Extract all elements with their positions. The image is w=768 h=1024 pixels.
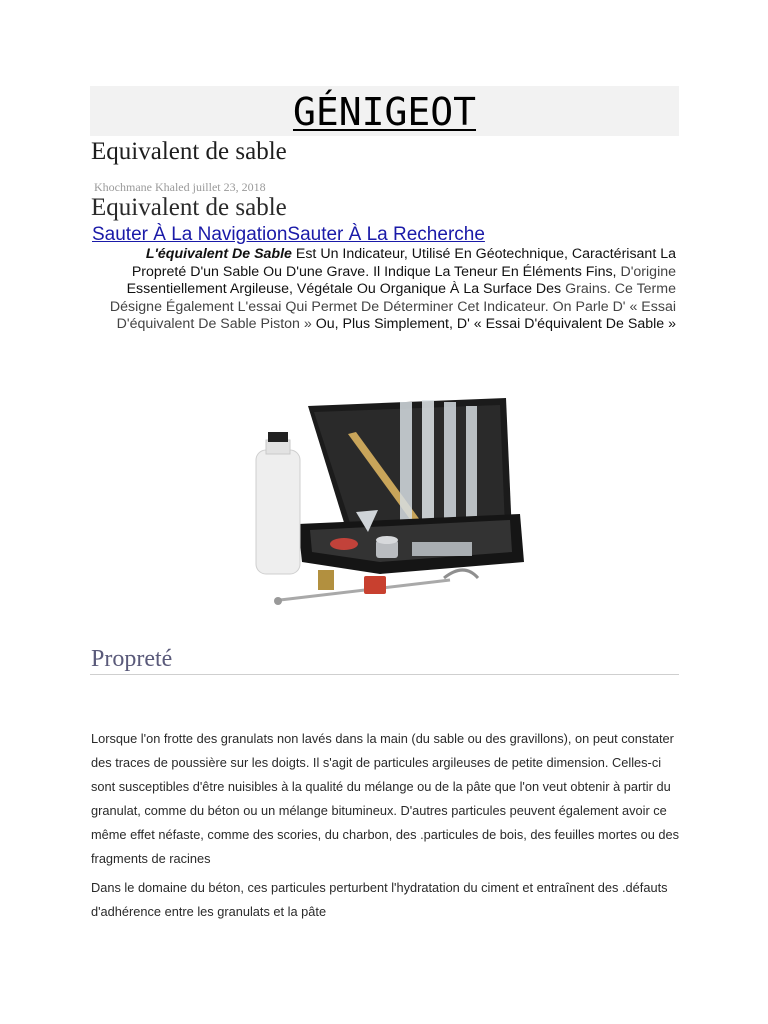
body-paragraph-1: Lorsque l'on frotte des granulats non lavés dans la main (du sable ou des gravillons), on peut constater des traces de poussière sur les doigts. Il s'agit de particules argileuses de petite dimension. Celles-ci sont susceptibles d'être nuisibles à la qualité du mélange ou de la pâte que l'on veut obtenir à partir du granulat, comme du béton ou un mélange bitumineux. D'autres particules peuvent également avoir ce même effet néfaste, comme des scories, du charbon, des .particules de bois, des feuilles mortes ou des fragments de racines: [91, 731, 680, 866]
intro-paragraph: L'équivalent De Sable Est Un Indicateur, Utilisé En Géotechnique, Caractérisant La Propreté D'un Sable Ou D'une Grave. Il Indique La Teneur En Éléments Fins, D'origine Essentiellement Argileuse, Végétale Ou Organique À La Surface Des Grains. Ce Terme Désigne Également L'essai Qui Permet De Déterminer Cet Indicateur. On Parle D' « Essai D'équivalent De Sable Piston » Ou, Plus Simplement, D' « Essai D'équivalent De Sable »: [109, 246, 676, 333]
body-paragraph-2: Dans le domaine du béton, ces particules perturbent l'hydratation du ciment et entraînent des .défauts d'adhérence entre les granulats et la pâte: [91, 880, 668, 919]
article-subtitle: Equivalent de sable: [91, 194, 287, 221]
article-byline: Khochmane Khaled juillet 23, 2018: [94, 180, 266, 194]
intro-term: L'équivalent De Sable: [145, 246, 292, 262]
site-header: [90, 86, 679, 136]
section-divider: [90, 674, 679, 675]
section-title-proprete: Propreté: [91, 646, 173, 672]
skip-navigation-link[interactable]: Sauter À La NavigationSauter À La Recherche: [92, 224, 485, 245]
article-title: Equivalent de sable: [91, 138, 287, 165]
sand-equivalent-kit-image: [240, 392, 525, 622]
site-title[interactable]: GÉNIGEOT: [292, 90, 477, 134]
